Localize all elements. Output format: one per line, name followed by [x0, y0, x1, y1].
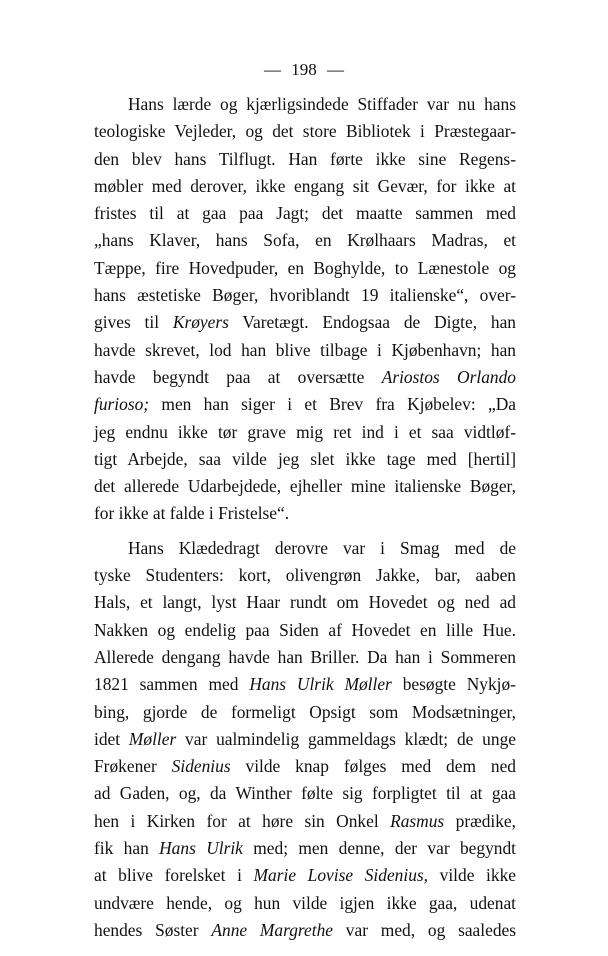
text-line: tyske Studenters: kort, olivengrøn Jakke, bar, aaben	[94, 565, 516, 586]
text-line: fik han Hans Ulrik med; men denne, der var begyndt	[94, 838, 517, 859]
person-name: Krøyers	[172, 312, 229, 333]
text-line: idet Møller var ualmindelig gammeldags klædt; de unge	[94, 728, 516, 749]
text-line: bing, gjorde de formeligt Opsigt som Modsætninger,	[94, 701, 516, 722]
text-line: tigt Arbejde, saa vilde jeg slet ikke tage med [hertil]	[94, 448, 516, 469]
text-line: Hals, et langt, lyst Haar rundt om Hovedet og ned ad	[94, 592, 516, 613]
text-line: det allerede Udarbejdede, ejheller mine italienske Bøger,	[94, 476, 516, 497]
page-number: — 198 —	[264, 60, 344, 79]
text-line: Nakken og endelig paa Siden af Hovedet en lille Hue.	[94, 619, 516, 640]
text-line: furioso; men han siger i et Brev fra Kjøbelev: „Da	[94, 394, 516, 415]
text-line: fristes til at gaa paa Jagt; det maatte sammen med	[94, 203, 516, 224]
person-name: Marie Lovise Sidenius,	[253, 865, 428, 886]
text-line: at blive forelsket i Marie Lovise Sidenius, vilde ikke	[94, 865, 516, 886]
text-line: undvære hende, og hun vilde igjen ikke gaa, udenat	[94, 892, 516, 913]
work-title: furioso;	[94, 394, 150, 415]
body-text	[94, 91, 516, 944]
text-line: møbler med derover, ikke engang sit Gevær, for ikke at	[94, 175, 516, 196]
person-name: Anne Margrethe	[211, 919, 333, 940]
text-line: jeg endnu ikke tør grave mig ret ind i et saa vidtløf-	[94, 421, 516, 442]
work-title: Ariostos Orlando	[381, 366, 516, 387]
text-line: Tæppe, fire Hovedpuder, en Boghylde, to Lænestole og	[94, 257, 516, 278]
paragraph	[94, 535, 516, 944]
person-name: Hans Ulrik	[159, 838, 243, 859]
text-line: „hans Klaver, hans Sofa, en Krølhaars Madras, et	[94, 230, 516, 251]
text-line: havde begyndt paa at oversætte Ariostos Orlando	[94, 366, 516, 387]
person-name: Møller	[128, 728, 177, 749]
text-line: den blev hans Tilflugt. Han førte ikke sine Regens-	[94, 148, 516, 169]
text-line: 1821 sammen med Hans Ulrik Møller besøgte Nykjø-	[94, 674, 516, 695]
paragraph	[94, 91, 516, 528]
text-line: hen i Kirken for at høre sin Onkel Rasmus prædike,	[94, 810, 516, 831]
text-line: Hans lærde og kjærligsindede Stiffader var nu hans	[128, 94, 516, 114]
text-line: ad Gaden, og, da Winther følte sig forpligtet til at gaa	[94, 783, 516, 804]
text-line: Frøkener Sidenius vilde knap følges med dem ned	[94, 756, 516, 777]
text-line: hendes Søster Anne Margrethe var med, og saaledes	[94, 919, 517, 940]
person-name: Hans Ulrik Møller	[249, 674, 392, 695]
text-line: Hans Klædedragt derovre var i Smag med de	[128, 537, 516, 558]
person-name: Rasmus	[390, 810, 445, 831]
person-name: Sidenius	[171, 756, 231, 777]
text-line: Allerede dengang havde han Briller. Da han i Sommeren	[94, 646, 516, 667]
text-line: havde skrevet, lod han blive tilbage i Kjøbenhavn; han	[94, 339, 516, 360]
text-line: gives til Krøyers Varetægt. Endogsaa de Digte, han	[94, 312, 516, 333]
text-line: teologiske Vejleder, og det store Bibliotek i Præstegaar-	[94, 121, 516, 142]
text-line: hans æstetiske Bøger, hvoriblandt 19 italienske“, over-	[94, 285, 516, 306]
text-line: for ikke at falde i Fristelse“.	[94, 503, 290, 524]
